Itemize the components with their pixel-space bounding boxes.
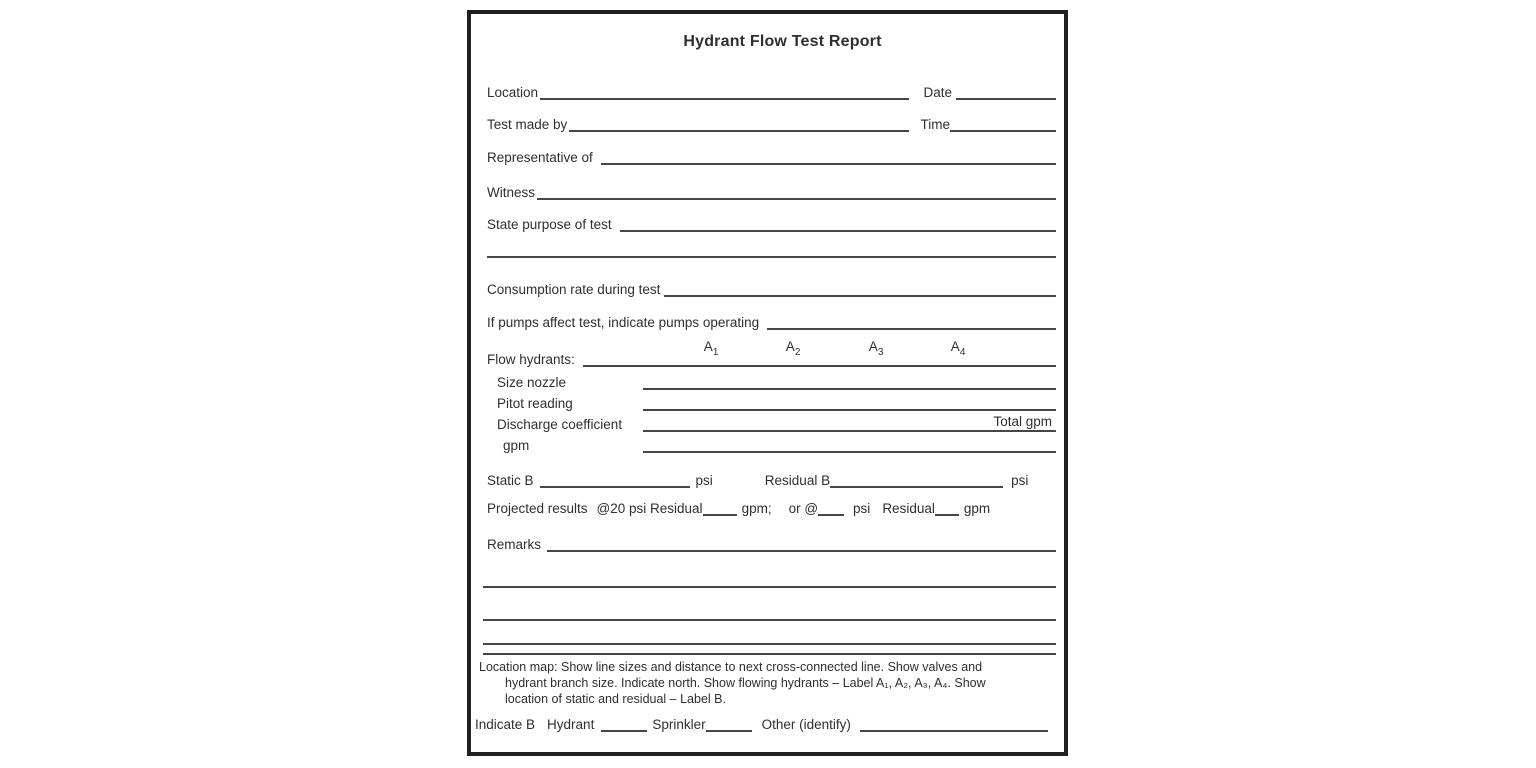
witness-label: Witness [487, 185, 536, 200]
gpm-row [487, 435, 1056, 453]
remarks-fill-line [547, 550, 1056, 552]
pitot-reading-row [487, 393, 1056, 411]
indicate-b-row [475, 714, 1048, 732]
time-label: Time [920, 117, 950, 132]
or-at-label: or @ [788, 501, 819, 516]
column-head-a4: $A_4$ [950, 339, 966, 358]
representative-of-label: Representative of [487, 150, 593, 165]
flow-hydrants-label: Flow hydrants: [487, 352, 575, 367]
test-made-by-time-row [487, 114, 1056, 132]
representative-fill-line [601, 163, 1056, 165]
flow-hydrants-row [487, 339, 1056, 367]
static-b-fill-line [540, 486, 690, 488]
projected-psi-fill-line [818, 514, 844, 516]
projected-gpm-label: gpm [963, 501, 991, 516]
location-label: Location [487, 85, 539, 100]
location-fill-line [540, 98, 909, 100]
column-head-a2: $A_2$ [785, 339, 801, 358]
consumption-rate-label: Consumption rate during test [487, 282, 661, 297]
pumps-row [487, 312, 1056, 330]
location-map-note-line1: Location map: Show line sizes and distance to next cross-connected line. Show valves and [479, 660, 983, 674]
indicate-b-label: Indicate B [475, 717, 536, 732]
remarks-fill-line-3 [483, 619, 1056, 621]
gpm-fill-line [643, 451, 1056, 453]
test-made-by-fill-line [569, 130, 908, 132]
remarks-fill-line-2 [483, 586, 1056, 588]
size-nozzle-fill-line [643, 388, 1056, 390]
column-head-a1: $A_1$ [703, 339, 719, 358]
purpose-fill-line [620, 230, 1056, 232]
projected-residual-label: Residual [882, 501, 935, 516]
discharge-coefficient-row [487, 414, 1056, 432]
size-nozzle-row [487, 372, 1056, 390]
residual-b-label: Residual B [764, 473, 831, 488]
location-map-note-line3: location of static and residual – Label B. [505, 692, 726, 706]
location-map-note-line2: hydrant branch size. Indicate north. Show flowing hydrants – Label A₁, A₂, A₃, A₄. Show [505, 676, 986, 690]
witness-row [487, 182, 1056, 200]
consumption-fill-line [664, 295, 1056, 297]
location-date-row [487, 82, 1056, 100]
purpose-continuation-row [487, 240, 1056, 258]
residual-psi-label: psi [1011, 473, 1029, 488]
static-residual-row [487, 470, 1056, 488]
purpose-row [487, 214, 1056, 232]
remarks-label: Remarks [487, 537, 542, 552]
gpm-label: gpm [503, 438, 530, 453]
consumption-row [487, 279, 1056, 297]
other-identify-fill-line [860, 730, 1048, 732]
remarks-line-2 [483, 570, 1056, 588]
section-divider [483, 637, 1056, 655]
location-map-note [479, 659, 1054, 707]
hydrant-label: Hydrant [547, 717, 595, 732]
state-purpose-label: State purpose of test [487, 217, 612, 232]
flow-hydrants-fill-line [583, 339, 1056, 367]
date-fill-line [956, 98, 1056, 100]
at-20-psi-residual-label: @20 psi Residual [596, 501, 703, 516]
pitot-reading-label: Pitot reading [497, 396, 573, 411]
projected-psi-label: psi [853, 501, 871, 516]
discharge-coefficient-label: Discharge coefficient [497, 417, 623, 432]
remarks-line-3 [483, 603, 1056, 621]
projected-results-label: Projected results [487, 501, 588, 516]
sprinkler-label: Sprinkler [652, 717, 706, 732]
date-label: Date [923, 85, 952, 100]
static-b-label: Static B [487, 473, 534, 488]
time-fill-line [950, 130, 1056, 132]
hydrant-flow-test-report-form [467, 10, 1068, 756]
residual-b-fill-line [830, 486, 1003, 488]
column-head-a3: $A_3$ [868, 339, 884, 358]
size-nozzle-label: Size nozzle [497, 375, 567, 390]
total-gpm-label: Total gpm [993, 414, 1052, 429]
sprinkler-fill-line [706, 730, 752, 732]
witness-fill-line [537, 198, 1056, 200]
projected-residual-fill-line [935, 514, 959, 516]
other-identify-label: Other (identify) [761, 717, 851, 732]
pumps-operating-label: If pumps affect test, indicate pumps operating [487, 315, 760, 330]
representative-row [487, 147, 1056, 165]
projected-results-row [487, 498, 1056, 516]
pumps-fill-line [767, 328, 1056, 330]
static-psi-label: psi [695, 473, 713, 488]
purpose-fill-line-2 [487, 256, 1056, 258]
gpm-semicolon-label: gpm; [741, 501, 772, 516]
pitot-reading-fill-line [643, 409, 1056, 411]
divider-line [483, 653, 1056, 655]
test-made-by-label: Test made by [487, 117, 568, 132]
discharge-coefficient-fill-line [643, 414, 1056, 432]
projected-gpm-fill-line [703, 514, 737, 516]
hydrant-fill-line [601, 730, 647, 732]
remarks-row [487, 534, 1056, 552]
form-title: Hydrant Flow Test Report [683, 33, 882, 50]
